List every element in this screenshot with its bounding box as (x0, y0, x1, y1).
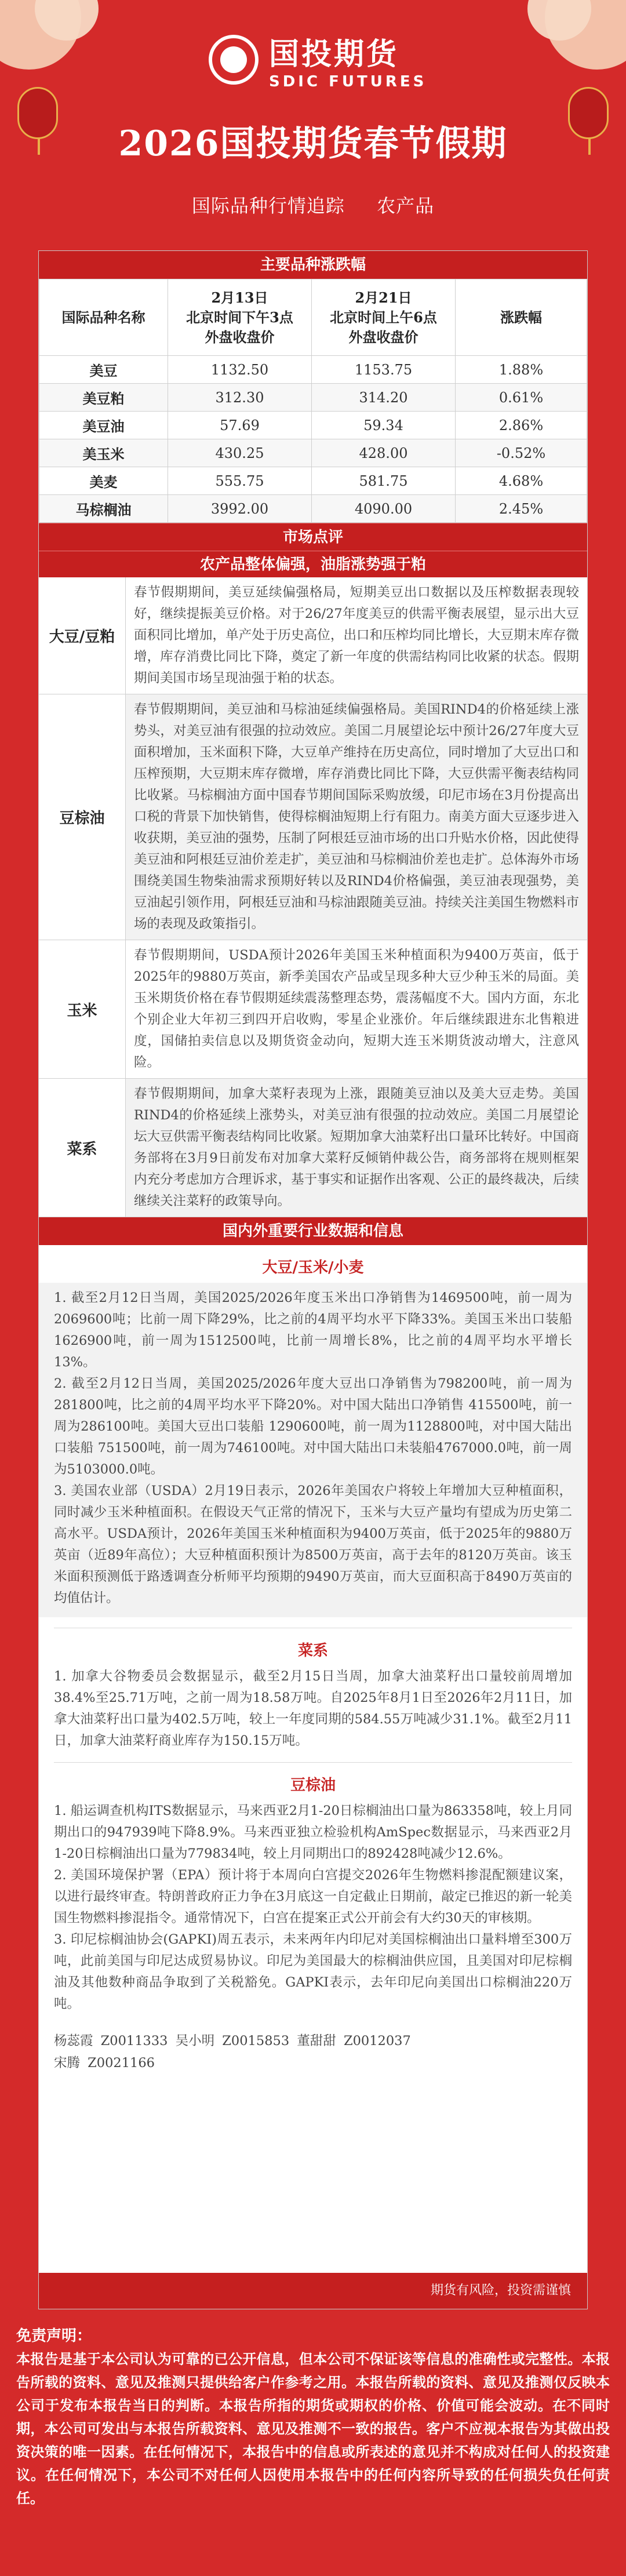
news-list (39, 1256, 587, 2015)
table-row (39, 439, 587, 467)
disclaimer-block (0, 2324, 626, 2576)
news-item: 2. 美国环境保护署（EPA）预计将于本周向白宫提交2026年生物燃料掺混配额建议案，以进行最终审查。特朗普政府正力争在3月底这一自定截止日期前，敲定已推迟的新一轮美国生物燃料掺混指令。通常情况下，白宫在提案正式公开前会有大约30天的审核期。 (54, 1868, 572, 1926)
commentary-section-subtitle: 农产品整体偏强，油脂涨势强于粕 (39, 551, 587, 577)
cell-close-0213: 555.75 (168, 467, 312, 495)
cell-name: 美玉米 (39, 439, 168, 467)
commentary-item-name: 玉米 (39, 940, 126, 1078)
col-header-change: 涨跌幅 (456, 279, 587, 356)
logo-en: SDIC FUTURES (269, 72, 427, 90)
authors-block (39, 2015, 587, 2074)
page-subtitle (0, 191, 626, 218)
commentary-section-title: 市场点评 (39, 523, 587, 551)
table-row (39, 384, 587, 412)
disclaimer-title: 免责声明： (16, 2327, 92, 2345)
cell-change: 1.88% (456, 356, 587, 384)
company-logo (209, 28, 429, 92)
price-table-header (39, 279, 587, 356)
logo-cn: 国投期货 (269, 37, 399, 72)
cell-name: 美豆油 (39, 412, 168, 439)
commentary-list (39, 577, 587, 1217)
cell-name: 美麦 (39, 467, 168, 495)
news-category-title: 豆棕油 (290, 1777, 336, 1794)
commentary-item-name: 菜系 (39, 1079, 126, 1217)
news-category (39, 1256, 587, 1617)
commentary-item (39, 1079, 587, 1217)
table-row (39, 356, 587, 384)
news-category (39, 1628, 587, 1752)
risk-note: 期货有风险，投资需谨慎 (39, 2273, 587, 2309)
cell-name: 美豆粕 (39, 384, 168, 412)
news-item: 1. 船运调查机构ITS数据显示，马来西亚2月1-20日棕榈油出口量为863358吨，较上月同期出口的947939吨下降8.9%。马来西亚独立检验机构AmSpec数据显示，马来西亚2月1-20日棕榈油出口量为779834吨，较上月同期出口的892428吨减少12.6%。 (54, 1803, 572, 1861)
commentary-item-text: 春节假期期间，USDA预计2026年美国玉米种植面积为9400万英亩，低于2025年的9880万英亩，新季美国农产品或呈现多种大豆少种玉米的局面。美玉米期货价格在春节假期延续震荡整理态势，震荡幅度不大。国内方面，东北个别企业大年初三到四开启收购，零星企业涨价。年后继续跟进东北售粮进度，国储拍卖信息以及期货资金动向，短期大连玉米期货波动增大，注意风险。 (134, 948, 579, 1070)
news-items (39, 1283, 587, 1617)
cell-change: 0.61% (456, 384, 587, 412)
commentary-item-name: 豆棕油 (39, 694, 126, 940)
table-row (39, 495, 587, 523)
commentary-item (39, 940, 587, 1079)
cell-name: 美豆 (39, 356, 168, 384)
cell-change: 2.86% (456, 412, 587, 439)
col-header-name: 国际品种名称 (39, 279, 168, 356)
cell-close-0213: 312.30 (168, 384, 312, 412)
cell-change: 4.68% (456, 467, 587, 495)
poster-header (0, 0, 626, 255)
cell-close-0221: 428.00 (312, 439, 456, 467)
commentary-item (39, 577, 587, 694)
disclaimer-text: 本报告是基于本公司认为可靠的已公开信息，但本公司不保证该等信息的准确性或完整性。本报告所载的资料、意见及推测只提供给客户作参考之用。本报告所载的资料、意见及推测仅反映本公司于发布本报告当日的判断。本报告所指的期货或期权的价格、价值可能会波动。在不同时期，本公司可发出与本报告所载资料、意见及推测不一致的报告。客户不应视本报告为其做出投资决策的唯一因素。在任何情况下，本报告中的信息或所表述的意见并不构成对任何人的投资建议。在任何情况下，本公司不对任何人因使用本报告中的任何内容所导致的任何损失负任何责任。 (16, 2351, 610, 2506)
cell-close-0213: 3992.00 (168, 495, 312, 523)
subtitle-right: 农产品 (377, 195, 435, 217)
news-category-title: 大豆/玉米/小麦 (262, 1259, 364, 1276)
news-section-title: 国内外重要行业数据和信息 (39, 1217, 587, 1245)
news-category (39, 1762, 587, 2015)
news-item: 1. 加拿大谷物委员会数据显示，截至2月15日当周，加拿大油菜籽出口量较前周增加38.4%至25.71万吨，之前一周为18.58万吨。自2025年8月1日至2026年2月11日，加拿大油菜籽出口量为402.5万吨，较上一年度同期的584.55万吨减少31.1%。截至2月11日，加拿大油菜籽商业库存为150.15万吨。 (54, 1669, 572, 1748)
col-header-close-0221: 2月21日 北京时间上午6点 外盘收盘价 (312, 279, 456, 356)
cell-name: 马棕榈油 (39, 495, 168, 523)
authors-line-2: 宋腾 Z0021166 (54, 2055, 155, 2071)
cell-close-0221: 314.20 (312, 384, 456, 412)
commentary-item-text: 春节假期期间，加拿大菜籽表现为上涨，跟随美豆油以及美大豆走势。美国RIND4的价格延续上涨势头，对美豆油有很强的拉动效应。美国二月展望论坛大豆供需平衡表结构同比收紧。短期加拿大油菜籽出口量环比转好。中国商务部将在3月9日前发布对加拿大菜籽反倾销仲裁公告，商务部将在规则框架内充分考虑加方合理诉求，基于事实和证据作出客观、公正的最终裁决，后续继续关注菜籽的政策导向。 (126, 1079, 587, 1217)
news-item: 2. 截至2月12日当周，美国2025/2026年度大豆出口净销售为798200吨，前一周为281800吨，比之前的4周平均水平下降20%。对中国大陆出口净销售 415500吨，前一周为286100吨。美国大豆出口装船 1290600吨，前一周为1128800吨，对中国大陆出口装船 751500吨，前一周为746100吨。对中国大陆出口未装船4767000.0吨，前一周为5103000.0吨。 (54, 1376, 572, 1477)
cell-change: 2.45% (456, 495, 587, 523)
cell-close-0221: 1153.75 (312, 356, 456, 384)
logo-mark-icon (209, 35, 259, 85)
cell-close-0213: 1132.50 (168, 356, 312, 384)
prices-section-title: 主要品种涨跌幅 (39, 251, 587, 279)
news-item: 3. 印尼棕榈油协会(GAPKI)周五表示，未来两年内印尼对美国棕榈油出口量料增至300万吨，此前美国与印尼达成贸易协议。印尼为美国最大的棕榈油供应国，且美国对印尼棕榈油及其他数种商品争取到了关税豁免。GAPKI表示，去年印尼向美国出口棕榈油220万吨。 (54, 1932, 572, 2011)
page-title: 2026国投期货春节假期 (118, 123, 508, 164)
divider (54, 1762, 572, 1763)
commentary-item-name: 大豆/豆粕 (39, 577, 126, 694)
commentary-item-text: 春节假期期间，美豆油和马棕油延续偏强格局。美国RIND4的价格延续上涨势头，对美豆油有很强的拉动效应。美国二月展望论坛中预计26/27年度大豆面积增加，玉米面积下降，大豆单产维持在历史高位，同时增加了大豆出口和压榨预期，大豆期末库存微增，库存消费比同比下降，大豆供需平衡表结构同比收紧。马棕榈油方面中国春节期间国际采购放缓，印尼市场在3月份提高出口税的背景下加快销售，使得棕榈油短期上行有阻力。南美方面大豆逐步进入收获期，美豆油的强势，压制了阿根廷豆油市场的出口升贴水价格，因此使得美豆油和阿根廷豆油价差走扩，美豆油和马棕榈油价差也走扩。总体海外市场围绕美国生物柴油需求预期好转以及RIND4价格偏强，美豆油表现强势，美豆油起引领作用，阿根廷豆油和马棕油跟随美豆油。持续关注美国生物燃料市场的表现及政策指引。 (126, 694, 587, 940)
table-row (39, 412, 587, 439)
commentary-item (39, 694, 587, 940)
table-row (39, 467, 587, 495)
price-table (39, 279, 587, 523)
cell-close-0221: 581.75 (312, 467, 456, 495)
news-item: 3. 美国农业部（USDA）2月19日表示，2026年美国农户将较上年增加大豆种植面积，同时减少玉米种植面积。在假设天气正常的情况下，玉米与大豆产量均有望成为历史第二高水平。USDA预计，2026年美国玉米种植面积为9400万英亩，低于2025年的9880万英亩（近89年高位）；大豆种植面积预计为8500万英亩，高于去年的8120万英亩。该玉米面积预测低于路透调查分析师平均预期的9490万英亩，而大豆面积高于8490万英亩的均值估计。 (54, 1483, 572, 1606)
commentary-item-text: 春节假期期间，美豆延续偏强格局，短期美豆出口数据以及压榨数据表现较好，继续提振美豆价格。对于26/27年度美豆的供需平衡表展望，显示出大豆面积同比增加，单产处于历史高位，出口和压榨均同比增长，大豆期末库存微增，库存消费比同比下降，奠定了新一年度的供需结构同比收紧的状态。假期期间美国市场呈现油强于粕的状态。 (134, 585, 579, 686)
report-card (38, 250, 588, 2309)
news-items (39, 1666, 587, 1752)
cell-close-0221: 4090.00 (312, 495, 456, 523)
cell-close-0213: 430.25 (168, 439, 312, 467)
news-item: 1. 截至2月12日当周，美国2025/2026年度玉米出口净销售为1469500吨，前一周为2069600吨；比前一周下降29%，比之前的4周平均水平下降33%。美国玉米出口装船 1626900吨，前一周为1512500吨，比前一周增长8%，比之前的4周平均水平增长13%。 (54, 1290, 572, 1370)
authors-line-1: 杨蕊霞 Z0011333 吴小明 Z0015853 董甜甜 Z0012037 (54, 2033, 411, 2049)
col-header-close-0213: 2月13日 北京时间下午3点 外盘收盘价 (168, 279, 312, 356)
cell-close-0213: 57.69 (168, 412, 312, 439)
subtitle-left: 国际品种行情追踪 (191, 195, 345, 217)
news-category-title: 菜系 (297, 1642, 328, 1660)
cell-close-0221: 59.34 (312, 412, 456, 439)
price-table-body (39, 356, 587, 523)
news-items (39, 1800, 587, 2015)
cell-change: -0.52% (456, 439, 587, 467)
